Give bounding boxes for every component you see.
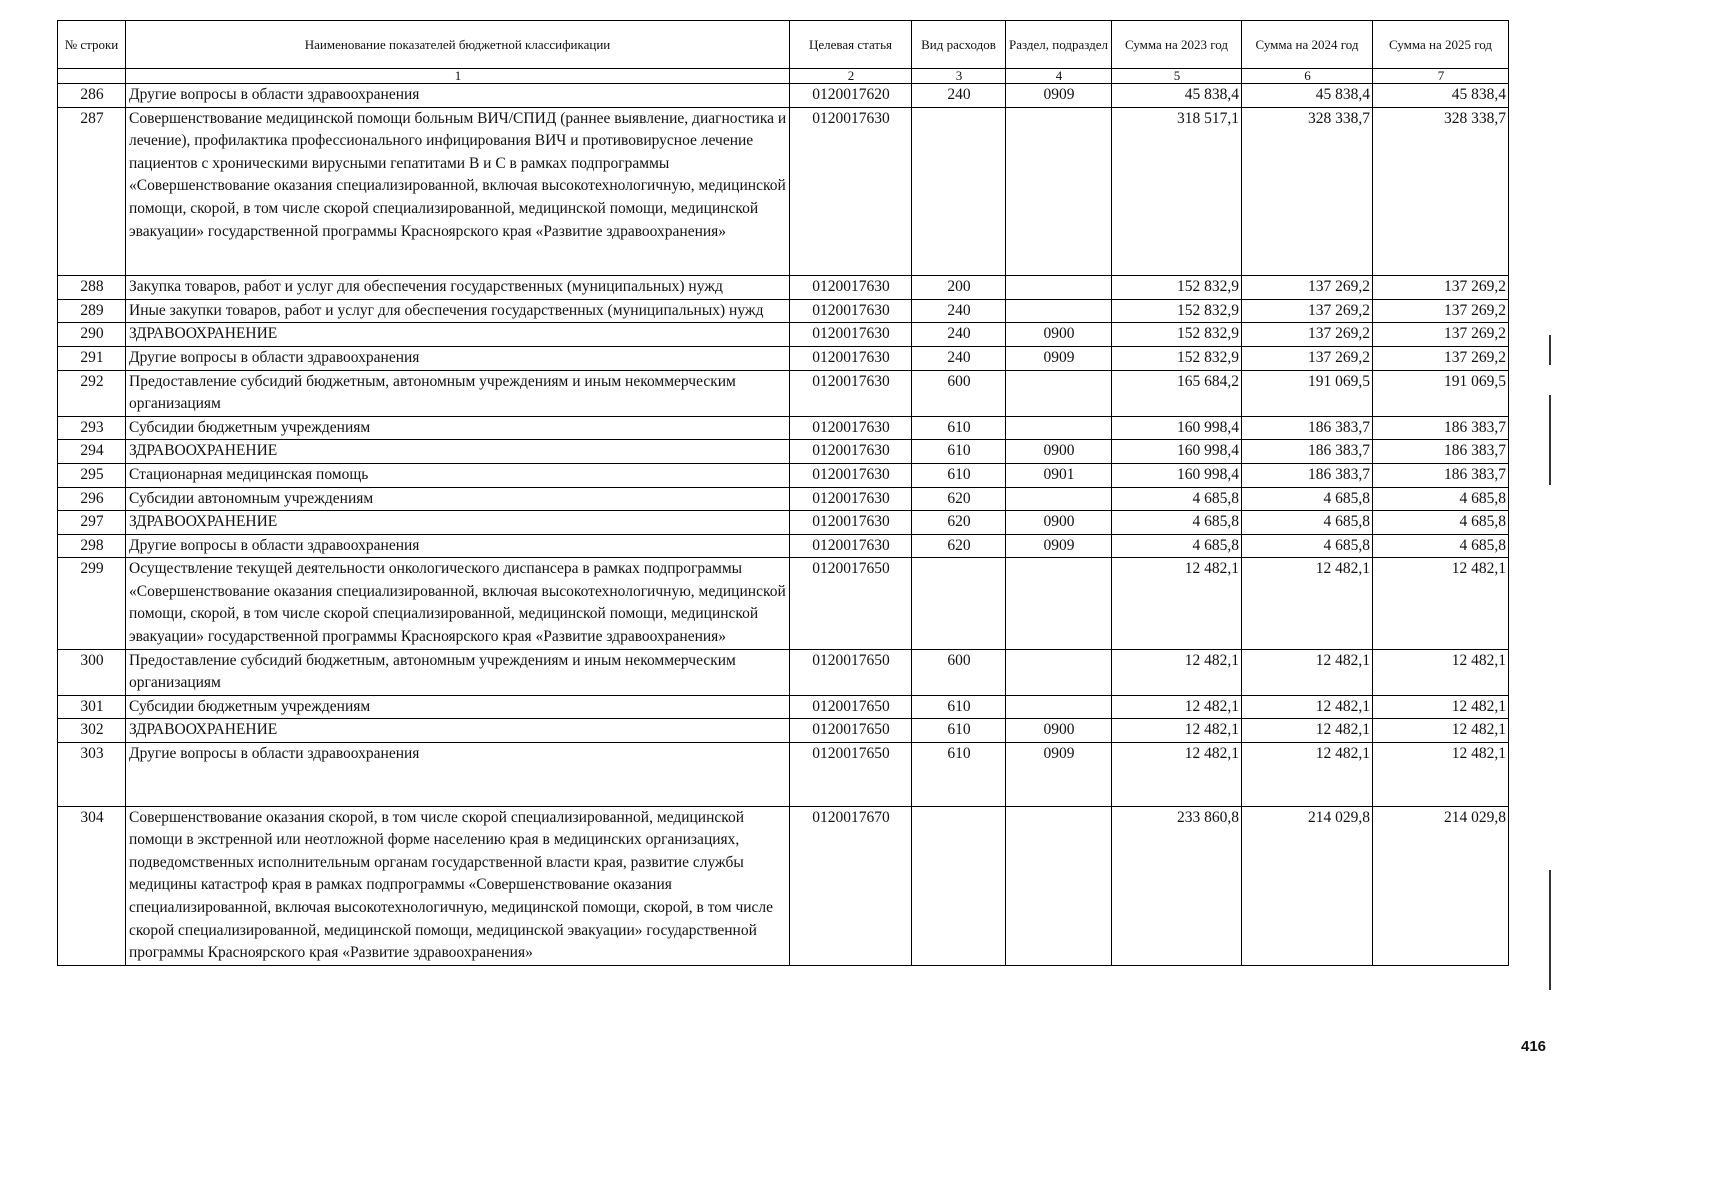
column-number-row (58, 69, 1509, 84)
row-sum-2024: 137 269,2 (1242, 299, 1373, 323)
row-number: 287 (58, 107, 126, 276)
row-name: ЗДРАВООХРАНЕНИЕ (126, 440, 790, 464)
table-row (58, 719, 1509, 743)
table-row (58, 440, 1509, 464)
row-sum-2023: 152 832,9 (1112, 299, 1242, 323)
row-sum-2024: 328 338,7 (1242, 107, 1373, 276)
row-sum-2024: 137 269,2 (1242, 276, 1373, 300)
header-name: Наименование показателей бюджетной классификации (126, 21, 790, 69)
column-number: 6 (1242, 69, 1373, 84)
table-row (58, 487, 1509, 511)
row-name: ЗДРАВООХРАНЕНИЕ (126, 719, 790, 743)
table-row (58, 558, 1509, 649)
header-sum-2024: Сумма на 2024 год (1242, 21, 1373, 69)
row-name: Закупка товаров, работ и услуг для обеспечения государственных (муниципальных) нужд (126, 276, 790, 300)
table-row (58, 299, 1509, 323)
row-expense-type: 610 (912, 695, 1006, 719)
table-row (58, 806, 1509, 965)
row-number: 291 (58, 346, 126, 370)
row-sum-2023: 45 838,4 (1112, 84, 1242, 108)
row-number: 301 (58, 695, 126, 719)
row-sum-2023: 152 832,9 (1112, 276, 1242, 300)
row-number: 292 (58, 370, 126, 416)
row-name: ЗДРАВООХРАНЕНИЕ (126, 511, 790, 535)
table-row (58, 276, 1509, 300)
row-sum-2023: 12 482,1 (1112, 695, 1242, 719)
row-target-code: 0120017650 (790, 719, 912, 743)
scan-edge-mark (1549, 335, 1551, 365)
row-number: 299 (58, 558, 126, 649)
table-row (58, 743, 1509, 807)
row-expense-type: 610 (912, 463, 1006, 487)
row-sum-2024: 4 685,8 (1242, 511, 1373, 535)
row-name: Субсидии бюджетным учреждениям (126, 695, 790, 719)
row-sum-2024: 12 482,1 (1242, 743, 1373, 807)
column-number: 1 (126, 69, 790, 84)
row-number: 288 (58, 276, 126, 300)
row-sum-2023: 165 684,2 (1112, 370, 1242, 416)
column-number: 5 (1112, 69, 1242, 84)
column-number: 2 (790, 69, 912, 84)
row-sum-2025: 4 685,8 (1373, 487, 1509, 511)
row-target-code: 0120017630 (790, 323, 912, 347)
row-sum-2025: 186 383,7 (1373, 463, 1509, 487)
row-sum-2023: 160 998,4 (1112, 416, 1242, 440)
row-section: 0909 (1006, 534, 1112, 558)
row-sum-2025: 214 029,8 (1373, 806, 1509, 965)
row-section (1006, 416, 1112, 440)
row-number: 289 (58, 299, 126, 323)
row-sum-2023: 160 998,4 (1112, 440, 1242, 464)
row-expense-type: 600 (912, 649, 1006, 695)
header-razdel: Раздел, подраздел (1006, 21, 1112, 69)
page-number: 416 (1521, 1038, 1547, 1055)
row-sum-2025: 137 269,2 (1373, 323, 1509, 347)
row-expense-type (912, 558, 1006, 649)
row-section (1006, 107, 1112, 276)
row-number: 295 (58, 463, 126, 487)
row-name: Осуществление текущей деятельности онкологического диспансера в рамках подпрограммы «Совершенствование оказания специализированной, включая высокотехнологичную, медицинской помощи, скорой, в том числе скорой специализированной, медицинской помощи, медицинской эвакуации» государственной программы Красноярского края «Развитие здравоохранения» (126, 558, 790, 649)
row-target-code: 0120017630 (790, 440, 912, 464)
row-number: 290 (58, 323, 126, 347)
row-target-code: 0120017650 (790, 649, 912, 695)
row-sum-2025: 12 482,1 (1373, 719, 1509, 743)
row-expense-type: 620 (912, 534, 1006, 558)
row-sum-2024: 12 482,1 (1242, 558, 1373, 649)
row-sum-2024: 4 685,8 (1242, 487, 1373, 511)
row-sum-2023: 4 685,8 (1112, 534, 1242, 558)
row-name: Субсидии автономным учреждениям (126, 487, 790, 511)
row-number: 297 (58, 511, 126, 535)
row-sum-2024: 45 838,4 (1242, 84, 1373, 108)
row-expense-type: 610 (912, 416, 1006, 440)
row-expense-type: 610 (912, 743, 1006, 807)
row-sum-2024: 4 685,8 (1242, 534, 1373, 558)
row-name: Предоставление субсидий бюджетным, автономным учреждениям и иным некоммерческим организациям (126, 649, 790, 695)
row-name: Другие вопросы в области здравоохранения (126, 84, 790, 108)
row-sum-2024: 137 269,2 (1242, 346, 1373, 370)
row-expense-type: 620 (912, 511, 1006, 535)
row-name: Субсидии бюджетным учреждениям (126, 416, 790, 440)
row-name: Другие вопросы в области здравоохранения (126, 346, 790, 370)
row-expense-type: 240 (912, 323, 1006, 347)
row-number: 303 (58, 743, 126, 807)
row-number: 293 (58, 416, 126, 440)
row-section: 0901 (1006, 463, 1112, 487)
row-expense-type: 200 (912, 276, 1006, 300)
row-name: Другие вопросы в области здравоохранения (126, 534, 790, 558)
table-row (58, 695, 1509, 719)
header-target: Целевая статья (790, 21, 912, 69)
row-sum-2023: 318 517,1 (1112, 107, 1242, 276)
table-row (58, 323, 1509, 347)
row-sum-2025: 4 685,8 (1373, 534, 1509, 558)
row-sum-2024: 186 383,7 (1242, 440, 1373, 464)
row-section (1006, 806, 1112, 965)
column-number (58, 69, 126, 84)
row-target-code: 0120017630 (790, 416, 912, 440)
row-sum-2025: 137 269,2 (1373, 299, 1509, 323)
row-sum-2024: 191 069,5 (1242, 370, 1373, 416)
scan-edge-mark (1549, 395, 1551, 485)
row-expense-type (912, 806, 1006, 965)
row-sum-2023: 12 482,1 (1112, 719, 1242, 743)
row-expense-type: 600 (912, 370, 1006, 416)
row-sum-2023: 152 832,9 (1112, 346, 1242, 370)
budget-table (57, 20, 1509, 966)
row-number: 296 (58, 487, 126, 511)
scan-edge-mark (1549, 870, 1551, 990)
row-name: Предоставление субсидий бюджетным, автономным учреждениям и иным некоммерческим организациям (126, 370, 790, 416)
row-target-code: 0120017630 (790, 107, 912, 276)
table-row (58, 534, 1509, 558)
row-sum-2024: 214 029,8 (1242, 806, 1373, 965)
row-section (1006, 276, 1112, 300)
row-expense-type: 610 (912, 719, 1006, 743)
row-expense-type: 240 (912, 84, 1006, 108)
column-number: 7 (1373, 69, 1509, 84)
row-expense-type: 240 (912, 346, 1006, 370)
row-target-code: 0120017630 (790, 534, 912, 558)
row-target-code: 0120017630 (790, 511, 912, 535)
row-sum-2023: 152 832,9 (1112, 323, 1242, 347)
row-sum-2025: 12 482,1 (1373, 743, 1509, 807)
row-sum-2023: 12 482,1 (1112, 558, 1242, 649)
header-vid: Вид расходов (912, 21, 1006, 69)
row-sum-2023: 12 482,1 (1112, 743, 1242, 807)
row-sum-2024: 12 482,1 (1242, 649, 1373, 695)
row-sum-2024: 12 482,1 (1242, 695, 1373, 719)
table-row (58, 511, 1509, 535)
row-target-code: 0120017650 (790, 558, 912, 649)
row-number: 294 (58, 440, 126, 464)
row-sum-2025: 137 269,2 (1373, 346, 1509, 370)
header-sum-2025: Сумма на 2025 год (1373, 21, 1509, 69)
header-row (58, 21, 1509, 69)
row-sum-2025: 186 383,7 (1373, 416, 1509, 440)
row-section: 0900 (1006, 323, 1112, 347)
row-section (1006, 370, 1112, 416)
table-row (58, 107, 1509, 276)
header-sum-2023: Сумма на 2023 год (1112, 21, 1242, 69)
row-sum-2023: 4 685,8 (1112, 487, 1242, 511)
row-target-code: 0120017650 (790, 743, 912, 807)
row-section (1006, 299, 1112, 323)
row-name: Стационарная медицинская помощь (126, 463, 790, 487)
row-sum-2023: 233 860,8 (1112, 806, 1242, 965)
row-target-code: 0120017630 (790, 299, 912, 323)
row-sum-2025: 191 069,5 (1373, 370, 1509, 416)
row-name: Совершенствование медицинской помощи больным ВИЧ/СПИД (раннее выявление, диагностика и лечение), профилактика профессионального инфицирования ВИЧ и противовирусное лечение пациентов с хроническими вирусными гепатитами В и С в рамках подпрограммы «Совершенствование оказания специализированной, включая высокотехнологичную, медицинской помощи, скорой, в том числе скорой специализированной, медицинской помощи, медицинской эвакуации» государственной программы Красноярского края «Развитие здравоохранения» (126, 107, 790, 276)
row-sum-2024: 12 482,1 (1242, 719, 1373, 743)
row-number: 304 (58, 806, 126, 965)
row-target-code: 0120017620 (790, 84, 912, 108)
row-section: 0909 (1006, 743, 1112, 807)
row-sum-2023: 160 998,4 (1112, 463, 1242, 487)
row-sum-2024: 137 269,2 (1242, 323, 1373, 347)
row-name: Другие вопросы в области здравоохранения (126, 743, 790, 807)
row-section (1006, 649, 1112, 695)
row-section: 0900 (1006, 511, 1112, 535)
row-name: Иные закупки товаров, работ и услуг для обеспечения государственных (муниципальных) нужд (126, 299, 790, 323)
row-target-code: 0120017630 (790, 276, 912, 300)
row-target-code: 0120017650 (790, 695, 912, 719)
row-name: Совершенствование оказания скорой, в том числе скорой специализированной, медицинской помощи в экстренной или неотложной форме населению края в медицинских организациях, подведомственных исполнительным органам государственной власти края, развитие службы медицины катастроф края в рамках подпрограммы «Совершенствование оказания специализированной, включая высокотехнологичную, медицинской помощи, скорой, в том числе скорой специализированной, медицинской помощи, медицинской эвакуации» государственной программы Красноярского края «Развитие здравоохранения» (126, 806, 790, 965)
row-expense-type (912, 107, 1006, 276)
row-target-code: 0120017630 (790, 346, 912, 370)
row-target-code: 0120017630 (790, 370, 912, 416)
row-target-code: 0120017670 (790, 806, 912, 965)
row-sum-2025: 186 383,7 (1373, 440, 1509, 464)
row-target-code: 0120017630 (790, 487, 912, 511)
row-number: 286 (58, 84, 126, 108)
row-sum-2025: 328 338,7 (1373, 107, 1509, 276)
row-sum-2025: 4 685,8 (1373, 511, 1509, 535)
table-row (58, 463, 1509, 487)
row-sum-2023: 12 482,1 (1112, 649, 1242, 695)
row-number: 298 (58, 534, 126, 558)
row-section: 0900 (1006, 719, 1112, 743)
row-section (1006, 558, 1112, 649)
row-sum-2024: 186 383,7 (1242, 416, 1373, 440)
column-number: 3 (912, 69, 1006, 84)
row-name: ЗДРАВООХРАНЕНИЕ (126, 323, 790, 347)
table-row (58, 370, 1509, 416)
table-body (58, 84, 1509, 966)
row-sum-2025: 12 482,1 (1373, 558, 1509, 649)
row-target-code: 0120017630 (790, 463, 912, 487)
column-number: 4 (1006, 69, 1112, 84)
header-row-no: № строки (58, 21, 126, 69)
row-sum-2025: 12 482,1 (1373, 649, 1509, 695)
row-expense-type: 610 (912, 440, 1006, 464)
table-row (58, 416, 1509, 440)
row-sum-2025: 45 838,4 (1373, 84, 1509, 108)
row-section: 0900 (1006, 440, 1112, 464)
row-sum-2025: 137 269,2 (1373, 276, 1509, 300)
row-number: 300 (58, 649, 126, 695)
table-row (58, 84, 1509, 108)
table-row (58, 346, 1509, 370)
row-number: 302 (58, 719, 126, 743)
row-sum-2025: 12 482,1 (1373, 695, 1509, 719)
row-section: 0909 (1006, 84, 1112, 108)
row-sum-2023: 4 685,8 (1112, 511, 1242, 535)
row-expense-type: 620 (912, 487, 1006, 511)
row-expense-type: 240 (912, 299, 1006, 323)
row-section (1006, 695, 1112, 719)
row-sum-2024: 186 383,7 (1242, 463, 1373, 487)
row-section (1006, 487, 1112, 511)
row-section: 0909 (1006, 346, 1112, 370)
table-row (58, 649, 1509, 695)
